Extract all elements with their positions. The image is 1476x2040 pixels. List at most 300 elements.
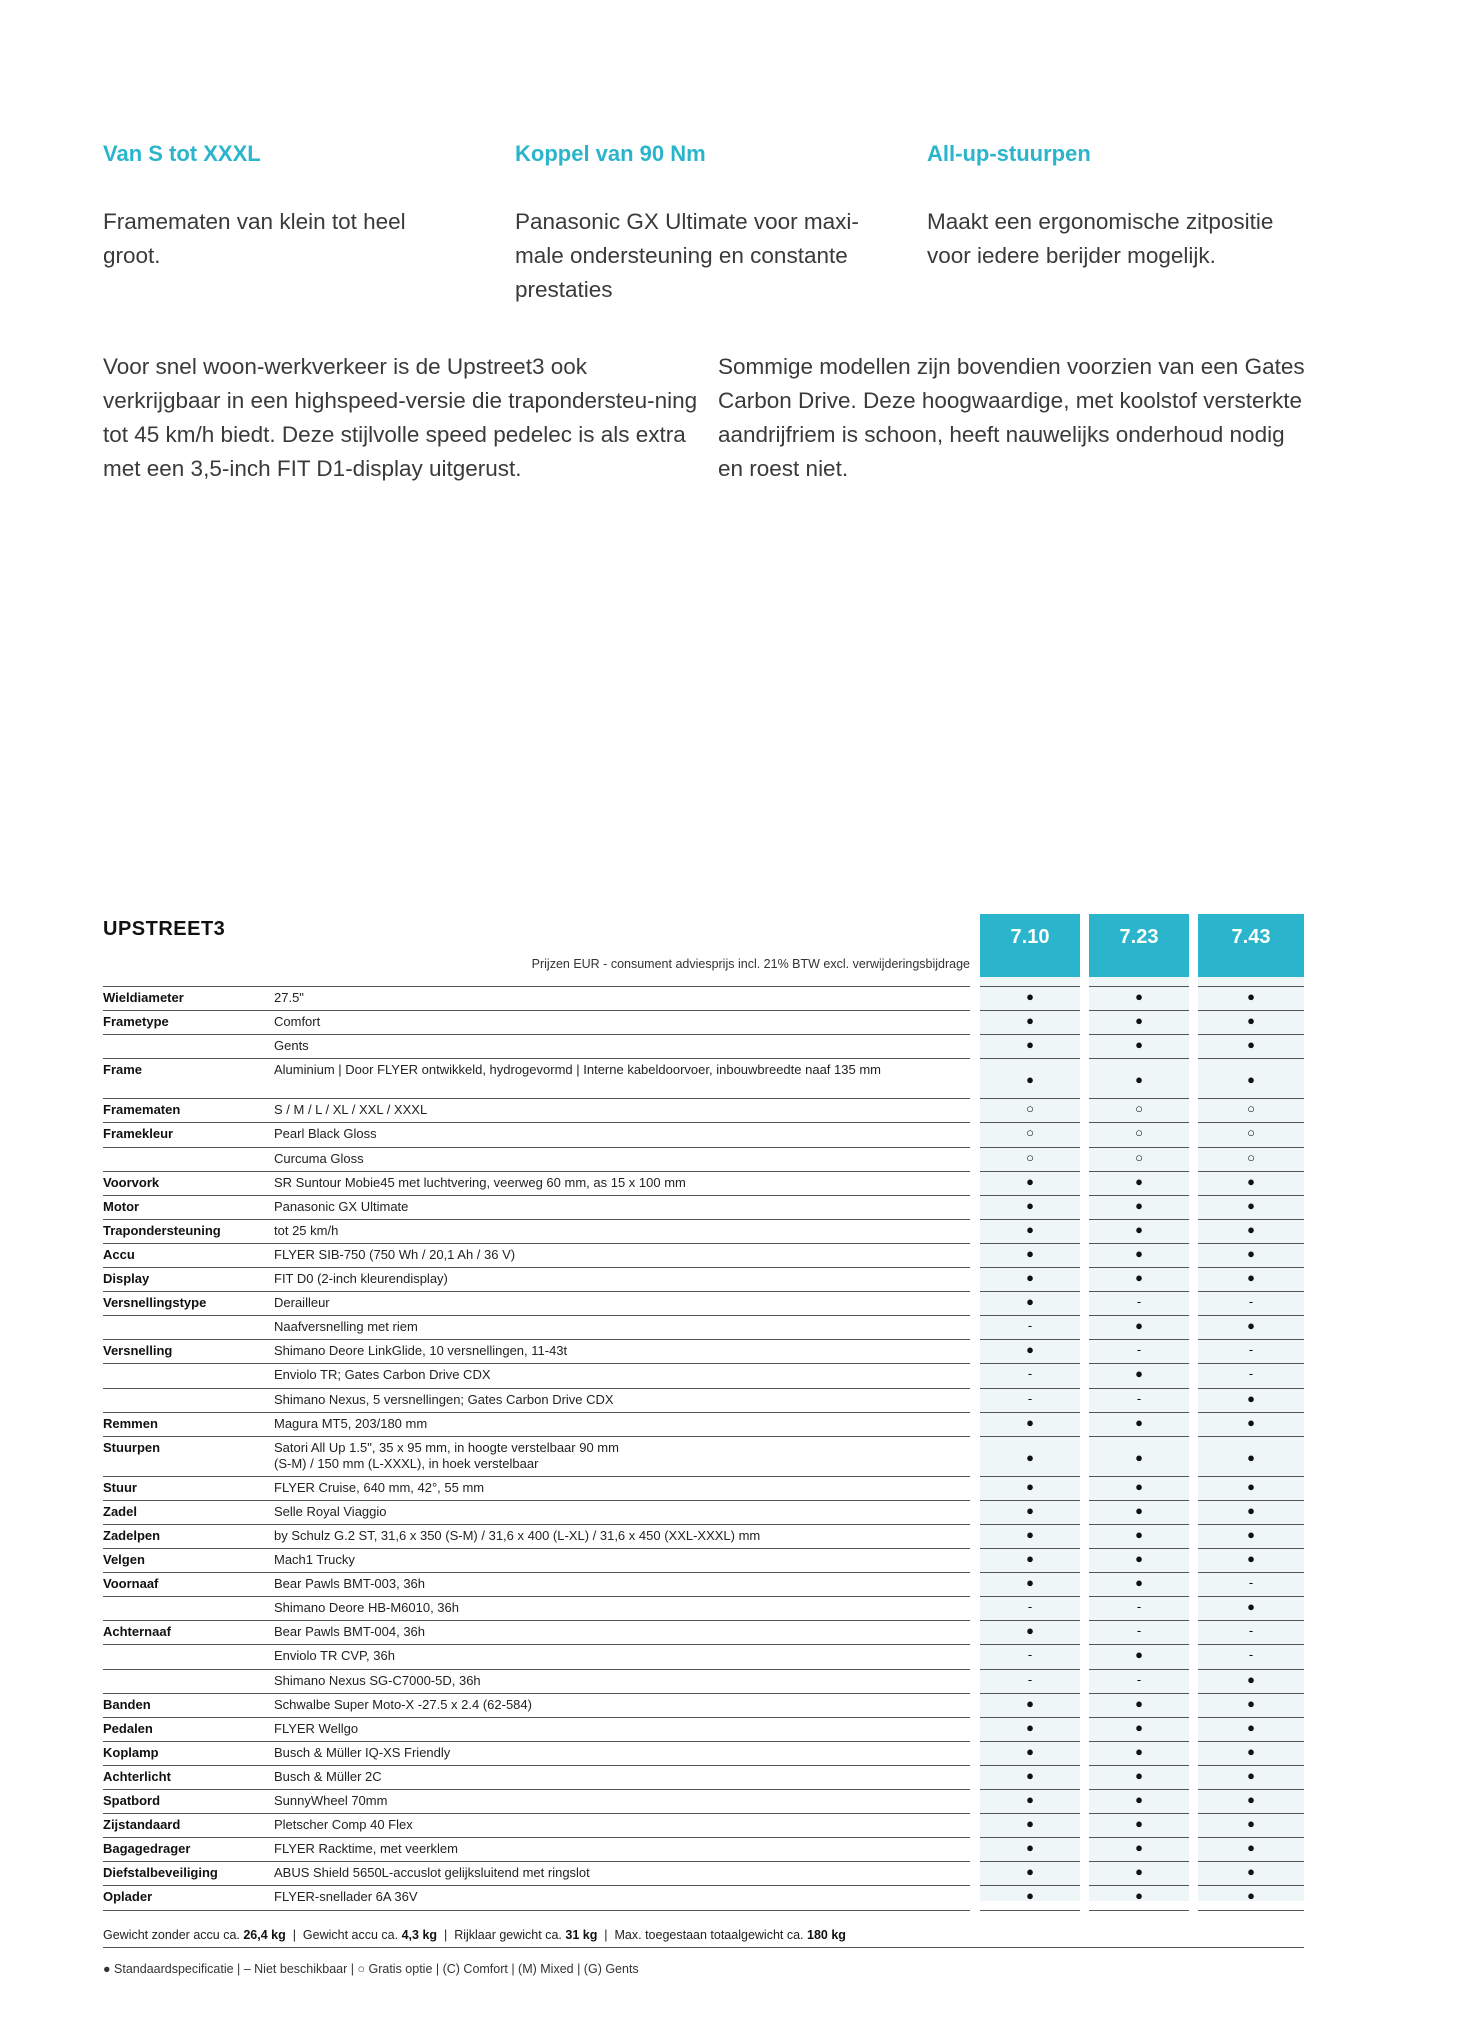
spec-label: Motor	[103, 1198, 140, 1214]
row-divider	[103, 1669, 970, 1670]
row-divider	[103, 1741, 970, 1742]
availability-mark: ●	[1026, 1719, 1034, 1735]
row-divider	[1198, 1195, 1304, 1196]
row-divider	[1089, 1436, 1189, 1437]
spec-value	[274, 1721, 358, 1737]
spec-label: Framematen	[103, 1102, 181, 1118]
weight-label: Gewicht accu ca.	[302, 1928, 399, 1942]
spec-value	[274, 1673, 481, 1689]
row-divider	[103, 1596, 970, 1597]
availability-mark: ●	[1247, 1792, 1255, 1807]
row-divider	[1089, 1339, 1189, 1340]
weight-value: 31 kg	[565, 1928, 598, 1942]
availability-mark: ●	[1247, 1072, 1255, 1088]
row-divider	[103, 1267, 970, 1268]
row-divider	[1089, 1219, 1189, 1220]
spec-value-line: Panasonic GX Ultimate	[274, 1198, 409, 1214]
availability-mark: ●	[1026, 1816, 1034, 1832]
table-row	[0, 1837, 1476, 1861]
availability-mark: ●	[1026, 1072, 1034, 1088]
availability-mark: ●	[1026, 1623, 1034, 1639]
weight-value: 4,3 kg	[401, 1928, 438, 1942]
row-divider	[103, 1717, 970, 1718]
row-divider	[980, 1717, 1080, 1718]
table-row	[0, 1524, 1476, 1548]
row-divider	[103, 1765, 970, 1766]
availability-mark: ●	[1247, 1671, 1255, 1687]
row-divider	[980, 1861, 1080, 1862]
row-divider	[980, 1243, 1080, 1244]
row-divider	[103, 1813, 970, 1814]
availability-mark: ○	[1135, 1149, 1143, 1165]
row-divider	[103, 1034, 970, 1035]
availability-mark: ●	[1247, 1245, 1255, 1261]
availability-mark: -	[1248, 1366, 1254, 1382]
table-row	[0, 1219, 1476, 1243]
availability-mark: ●	[1135, 1245, 1143, 1261]
availability-mark: ●	[1026, 1294, 1034, 1310]
row-divider	[980, 1339, 1080, 1340]
row-divider	[980, 1010, 1080, 1011]
row-divider	[1089, 1596, 1189, 1597]
spec-value-line: Derailleur	[274, 1295, 330, 1311]
availability-mark: ●	[1026, 989, 1034, 1004]
row-divider	[1198, 1572, 1304, 1573]
spec-label: Spatbord	[103, 1793, 161, 1808]
row-divider	[103, 1315, 970, 1316]
availability-mark: ●	[1135, 1719, 1143, 1735]
row-divider	[1089, 1315, 1189, 1316]
availability-mark: ●	[1247, 1197, 1255, 1213]
availability-mark: ●	[1247, 1888, 1255, 1904]
availability-mark: ●	[1135, 1270, 1143, 1285]
availability-mark: ●	[1247, 1695, 1255, 1711]
row-divider	[1198, 1765, 1304, 1766]
weight-value: 26,4 kg	[243, 1928, 286, 1942]
table-row	[0, 1436, 1476, 1476]
spec-label: Versnelling	[103, 1343, 173, 1359]
availability-mark: ○	[1026, 1125, 1034, 1141]
row-divider	[1198, 1910, 1304, 1911]
table-row	[0, 1596, 1476, 1620]
spec-value	[274, 1817, 413, 1833]
spec-value-line: Selle Royal Viaggio	[274, 1503, 387, 1519]
availability-mark: -	[1027, 1671, 1033, 1687]
availability-mark: ●	[1247, 1840, 1255, 1856]
row-divider	[1089, 1669, 1189, 1670]
row-divider	[103, 1548, 970, 1549]
feature-text: Panasonic GX Ultimate voor maxi-male ondersteuning en constante prestaties	[515, 209, 859, 302]
spec-value	[274, 1175, 686, 1191]
availability-mark: ●	[1247, 1270, 1255, 1285]
availability-mark: ●	[1026, 1575, 1034, 1591]
table-row	[0, 1339, 1476, 1363]
spec-value	[274, 990, 304, 1006]
row-divider	[1198, 1596, 1304, 1597]
spec-label: Zadel	[103, 1503, 137, 1519]
availability-mark: ●	[1247, 1037, 1255, 1053]
availability-mark: -	[1248, 1342, 1254, 1358]
row-divider	[1089, 1500, 1189, 1501]
table-row	[0, 1412, 1476, 1436]
row-divider	[1089, 1789, 1189, 1790]
feature-title: Van S tot XXXL	[103, 141, 261, 166]
spec-label: Bagagedrager	[103, 1841, 191, 1857]
spec-value-line: FLYER-snellader 6A 36V	[274, 1889, 418, 1905]
row-divider	[103, 1147, 970, 1148]
spec-label: Framekleur	[103, 1126, 174, 1142]
availability-mark: ●	[1135, 1414, 1143, 1430]
row-divider	[103, 1861, 970, 1862]
availability-mark: ●	[1247, 1414, 1255, 1430]
availability-mark: ●	[1247, 1318, 1255, 1334]
spec-value	[274, 1841, 458, 1857]
availability-mark: ○	[1026, 1101, 1034, 1117]
spec-value	[274, 1151, 364, 1167]
row-divider	[1089, 1693, 1189, 1694]
spec-value-line: tot 25 km/h	[274, 1222, 339, 1238]
availability-mark: ●	[1026, 1502, 1034, 1518]
row-divider	[1089, 1171, 1189, 1172]
row-divider	[1198, 1243, 1304, 1244]
table-row	[0, 1789, 1476, 1813]
spec-value	[274, 1697, 532, 1713]
spec-label: Voorvork	[103, 1174, 160, 1190]
spec-label: Banden	[103, 1696, 151, 1712]
row-divider	[1198, 1388, 1304, 1389]
availability-mark: ●	[1026, 1197, 1034, 1213]
spec-value	[274, 1223, 338, 1239]
availability-mark: ○	[1247, 1101, 1255, 1117]
availability-mark: -	[1248, 1294, 1254, 1310]
table-row	[0, 1741, 1476, 1765]
row-divider	[1198, 1098, 1304, 1099]
spec-value-line: Pearl Black Gloss	[274, 1126, 377, 1142]
row-divider	[1198, 1741, 1304, 1742]
availability-mark: ●	[1026, 1767, 1034, 1783]
table-row	[0, 1171, 1476, 1195]
availability-mark: ●	[1026, 1414, 1034, 1430]
row-divider	[1089, 1837, 1189, 1838]
spec-value-line: SR Suntour Mobie45 met luchtvering, veerweg 60 mm, as 15 x 100 mm	[274, 1174, 686, 1190]
spec-value-line: Shimano Deore LinkGlide, 10 versnellingen, 11-43t	[274, 1343, 568, 1359]
row-divider	[1198, 1813, 1304, 1814]
row-divider	[1089, 1524, 1189, 1525]
availability-mark: ●	[1135, 1221, 1143, 1237]
row-divider	[980, 1813, 1080, 1814]
availability-mark: ●	[1135, 1173, 1143, 1189]
availability-mark: ●	[1026, 1695, 1034, 1711]
row-divider	[980, 1388, 1080, 1389]
row-divider	[980, 1693, 1080, 1694]
spec-value-line: FIT D0 (2-inch kleurendisplay)	[274, 1271, 448, 1286]
row-divider	[980, 986, 1080, 987]
spec-value-line: by Schulz G.2 ST, 31,6 x 350 (S-M) / 31,6 x 400 (L-XL) / 31,6 x 450 (XXL-XXXL) mm	[274, 1527, 761, 1543]
availability-mark: ○	[1247, 1149, 1255, 1165]
row-divider	[980, 1147, 1080, 1148]
row-divider	[103, 1910, 970, 1911]
availability-mark: ●	[1135, 1575, 1143, 1591]
spec-label: Diefstalbeveiliging	[103, 1865, 218, 1881]
weight-label: Gewicht zonder accu ca.	[103, 1928, 240, 1942]
row-divider	[103, 1644, 970, 1645]
availability-mark: ●	[1026, 1245, 1034, 1261]
row-divider	[1198, 986, 1304, 987]
spec-value	[274, 1416, 427, 1432]
availability-mark: -	[1027, 1390, 1033, 1406]
spec-label: Display	[103, 1271, 150, 1286]
availability-mark: ●	[1135, 1743, 1143, 1759]
spec-table-title: UPSTREET3	[103, 918, 226, 940]
availability-mark: ○	[1026, 1149, 1034, 1165]
row-divider	[1089, 1572, 1189, 1573]
row-divider	[980, 1363, 1080, 1364]
availability-mark: ●	[1247, 1816, 1255, 1832]
spec-label: Koplamp	[103, 1744, 159, 1760]
availability-mark: ○	[1135, 1125, 1143, 1141]
spec-value	[274, 1199, 408, 1215]
spec-value	[274, 1126, 377, 1142]
row-divider	[1198, 1717, 1304, 1718]
spec-value-line: Shimano Nexus, 5 versnellingen; Gates Carbon Drive CDX	[274, 1391, 614, 1407]
footer-divider	[103, 1947, 1304, 1948]
row-divider	[980, 1267, 1080, 1268]
spec-value-line: Busch & Müller 2C	[274, 1768, 382, 1784]
row-divider	[980, 1765, 1080, 1766]
availability-mark: ●	[1247, 1743, 1255, 1759]
availability-mark: ●	[1247, 1767, 1255, 1783]
row-divider	[103, 1195, 970, 1196]
row-divider	[1198, 1315, 1304, 1316]
spec-value-line: Aluminium | Door FLYER ontwikkeld, hydrogevormd | Interne kabeldoorvoer, inbouwbreedte naaf 135 mm	[274, 1062, 881, 1078]
row-divider	[103, 1291, 970, 1292]
availability-mark: ●	[1135, 1551, 1143, 1566]
row-divider	[980, 1098, 1080, 1099]
row-divider	[1198, 1644, 1304, 1645]
row-divider	[980, 1524, 1080, 1525]
spec-value	[274, 1247, 515, 1263]
row-divider	[1198, 1219, 1304, 1220]
row-divider	[103, 1693, 970, 1694]
spec-value	[274, 1271, 448, 1287]
spec-label: Stuur	[103, 1479, 137, 1495]
spec-label: Zijstandaard	[103, 1817, 181, 1833]
feature-1	[103, 139, 473, 273]
row-divider	[1198, 1620, 1304, 1621]
row-divider	[103, 1339, 970, 1340]
feature-3	[927, 139, 1297, 273]
availability-mark: ●	[1135, 1792, 1143, 1807]
model-header-7-23: 7.23	[1089, 914, 1189, 977]
availability-mark: ●	[1026, 1864, 1034, 1880]
spec-label: Oplader	[103, 1889, 153, 1905]
availability-mark: -	[1136, 1390, 1142, 1406]
table-row	[0, 1195, 1476, 1219]
row-divider	[980, 1741, 1080, 1742]
row-divider	[103, 1171, 970, 1172]
spec-value-line: Curcuma Gloss	[274, 1150, 364, 1166]
availability-mark: ●	[1135, 1478, 1143, 1494]
row-divider	[1089, 1548, 1189, 1549]
row-divider	[103, 1436, 970, 1437]
availability-mark: ●	[1026, 1792, 1034, 1807]
row-divider	[1089, 1861, 1189, 1862]
row-divider	[980, 1219, 1080, 1220]
spec-value-line: SunnyWheel 70mm	[274, 1793, 388, 1808]
row-divider	[1089, 1717, 1189, 1718]
row-divider	[1198, 1861, 1304, 1862]
row-divider	[980, 1548, 1080, 1549]
availability-mark: ●	[1135, 1318, 1143, 1334]
table-row	[0, 1476, 1476, 1500]
availability-mark: ●	[1135, 1864, 1143, 1880]
spec-value	[274, 1528, 760, 1544]
availability-mark: ●	[1026, 1013, 1034, 1029]
row-divider	[103, 1219, 970, 1220]
feature-title: Koppel van 90 Nm	[515, 141, 706, 166]
availability-mark: ●	[1247, 1478, 1255, 1494]
price-note: Prijzen EUR - consument adviesprijs incl. 21% BTW excl. verwijderingsbijdrage	[531, 957, 970, 971]
table-row	[0, 1058, 1476, 1098]
spec-value-line: Bear Pawls BMT-003, 36h	[274, 1576, 426, 1592]
table-row	[0, 1291, 1476, 1315]
spec-label: Achternaaf	[103, 1624, 171, 1640]
row-divider	[980, 1620, 1080, 1621]
availability-mark: ●	[1247, 1221, 1255, 1237]
spec-value	[274, 1295, 330, 1311]
spec-value-line: FLYER Racktime, met veerklem	[274, 1841, 458, 1857]
row-divider	[103, 1789, 970, 1790]
spec-label: Frame	[103, 1062, 143, 1078]
table-row	[0, 1861, 1476, 1885]
row-divider	[1089, 1412, 1189, 1413]
spec-value	[274, 1440, 619, 1472]
row-divider	[980, 1122, 1080, 1123]
spec-label: Stuurpen	[103, 1439, 161, 1455]
spec-value-line: FLYER Cruise, 640 mm, 42°, 55 mm	[274, 1479, 485, 1495]
row-divider	[1089, 1910, 1189, 1911]
spec-value-line: Busch & Müller IQ-XS Friendly	[274, 1744, 451, 1760]
table-row	[0, 1548, 1476, 1572]
row-divider	[980, 1315, 1080, 1316]
availability-mark: ●	[1026, 1551, 1034, 1566]
spec-label: Frametype	[103, 1014, 169, 1030]
row-divider	[980, 1837, 1080, 1838]
row-divider	[1198, 1034, 1304, 1035]
spec-value	[274, 1102, 427, 1118]
spec-value	[274, 1648, 395, 1664]
spec-value-line: FLYER SIB-750 (750 Wh / 20,1 Ah / 36 V)	[274, 1246, 516, 1262]
row-divider	[980, 1476, 1080, 1477]
table-row	[0, 1267, 1476, 1291]
spec-value-line: Bear Pawls BMT-004, 36h	[274, 1624, 426, 1640]
row-divider	[1089, 1765, 1189, 1766]
availability-mark: ●	[1026, 1449, 1034, 1465]
availability-mark: ●	[1247, 1013, 1255, 1029]
row-divider	[1089, 1243, 1189, 1244]
spec-label: Pedalen	[103, 1720, 153, 1736]
availability-mark: ●	[1135, 1037, 1143, 1053]
row-divider	[1198, 1837, 1304, 1838]
availability-mark: -	[1136, 1623, 1142, 1639]
feature-2	[515, 139, 885, 307]
availability-mark: -	[1136, 1599, 1142, 1615]
row-divider	[1089, 1885, 1189, 1886]
availability-mark: -	[1248, 1575, 1254, 1591]
row-divider	[1089, 1291, 1189, 1292]
row-divider	[103, 1363, 970, 1364]
availability-mark: ●	[1135, 1526, 1143, 1542]
spec-value	[274, 1392, 614, 1408]
row-divider	[1089, 1813, 1189, 1814]
table-row	[0, 1010, 1476, 1034]
row-divider	[103, 1524, 970, 1525]
feature-title: All-up-stuurpen	[927, 141, 1091, 166]
availability-mark: ●	[1135, 1816, 1143, 1832]
spec-value-line: Gents	[274, 1038, 309, 1054]
availability-mark: ○	[1247, 1125, 1255, 1141]
spec-label: Zadelpen	[103, 1527, 161, 1543]
body-paragraph-1: Voor snel woon-werkverkeer is de Upstreet3 ook verkrijgbaar in een highspeed-versie die trapondersteu-ning tot 45 km/h biedt. Deze stijlvolle speed pedelec is als extra met een 3,5-inch FIT D1-display uitgerust.	[103, 354, 698, 481]
row-divider	[1198, 1363, 1304, 1364]
availability-mark: ●	[1026, 1526, 1034, 1542]
spec-value	[274, 1624, 425, 1640]
row-divider	[1089, 1620, 1189, 1621]
row-divider	[980, 1291, 1080, 1292]
spec-value-line: Comfort	[274, 1014, 321, 1030]
row-divider	[103, 1572, 970, 1573]
table-row	[0, 1147, 1476, 1171]
row-divider	[103, 1388, 970, 1389]
availability-mark: ●	[1135, 1840, 1143, 1856]
row-divider	[103, 1412, 970, 1413]
spec-label: Achterlicht	[103, 1768, 171, 1784]
spec-label: Trapondersteuning	[103, 1222, 221, 1238]
row-divider	[1089, 1741, 1189, 1742]
availability-mark: ●	[1026, 1342, 1034, 1358]
row-divider	[1198, 1693, 1304, 1694]
availability-mark: ●	[1026, 1173, 1034, 1189]
availability-mark: ●	[1026, 1037, 1034, 1053]
availability-mark: -	[1248, 1647, 1254, 1663]
spec-value	[274, 1889, 418, 1905]
row-divider	[1198, 1885, 1304, 1886]
spec-value	[274, 1504, 387, 1520]
row-divider	[1198, 1500, 1304, 1501]
row-divider	[1198, 1267, 1304, 1268]
table-row	[0, 1034, 1476, 1058]
spec-value-line: Mach1 Trucky	[274, 1552, 355, 1567]
spec-value-line: ABUS Shield 5650L-accuslot gelijksluitend met ringslot	[274, 1865, 590, 1881]
spec-value	[274, 1865, 590, 1881]
row-divider	[980, 1500, 1080, 1501]
row-divider	[1198, 1524, 1304, 1525]
row-divider	[1089, 1388, 1189, 1389]
weight-label: Rijklaar gewicht ca.	[454, 1928, 562, 1942]
availability-mark: ●	[1247, 1551, 1255, 1566]
table-row	[0, 1620, 1476, 1644]
row-divider	[1198, 1548, 1304, 1549]
availability-mark: -	[1136, 1671, 1142, 1687]
row-divider	[1198, 1339, 1304, 1340]
spec-value-line: Pletscher Comp 40 Flex	[274, 1817, 413, 1833]
availability-mark: ●	[1026, 1478, 1034, 1494]
weight-summary: Gewicht zonder accu ca. 26,4 kg | Gewicht accu ca. 4,3 kg | Rijklaar gewicht ca. 31 kg | Max. toegestaan totaalgewicht ca. 180 kg	[103, 1928, 846, 1942]
row-divider	[1089, 1122, 1189, 1123]
availability-mark: ○	[1135, 1101, 1143, 1117]
model-header-7-43: 7.43	[1198, 914, 1304, 977]
availability-mark: ●	[1026, 1743, 1034, 1759]
